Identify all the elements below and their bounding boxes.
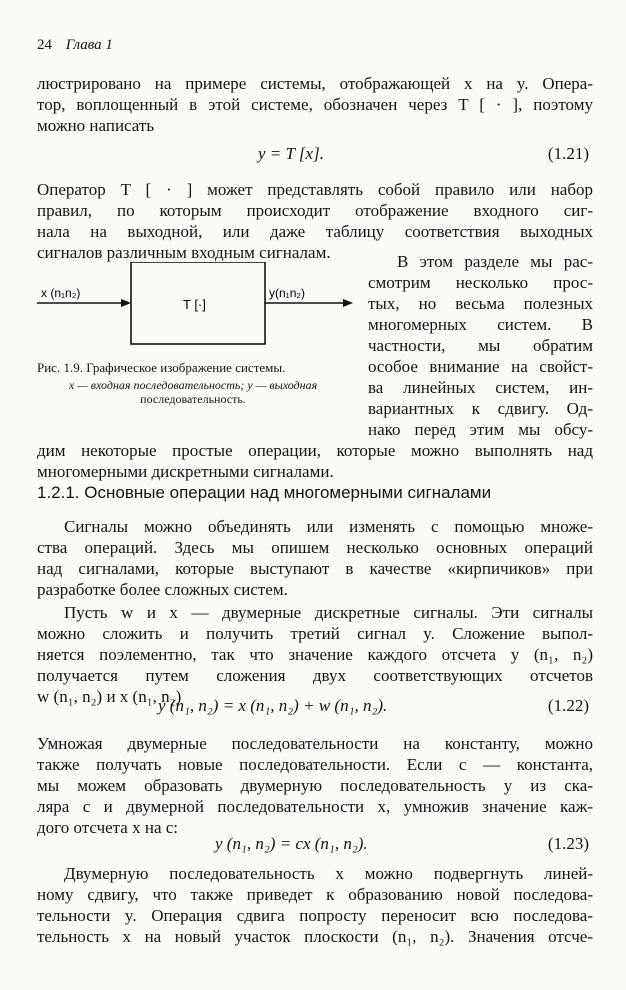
text-line: Сигналы можно объединять или изменять с помощью множе- <box>64 517 593 536</box>
text-line: Умножая двумерные последовательности на константу, можно <box>37 734 593 753</box>
equation-1-23: y (n₁, n₂) = cx (n₁, n₂). <box>215 834 368 853</box>
text-line: тельность x на новый участок плоскости (n₁, n₂). Значения отсче- <box>37 927 593 946</box>
side-text-line: нако перед этим мы обсу- <box>368 420 593 439</box>
box-label: T [·] <box>183 297 206 312</box>
side-text-line: смотрим несколько прос- <box>368 273 593 292</box>
text-line: сигналов различным входным сигналам. <box>37 243 331 262</box>
figure-caption-line: x — входная последовательность; y — выходная <box>68 378 318 392</box>
section-heading: 1.2.1. Основные операции над многомерными сигналами <box>37 483 492 502</box>
text-line: можно сложить и получить третий сигнал y. Сложение выпол- <box>37 624 593 643</box>
input-label: x (n₁n₂) <box>41 286 81 300</box>
text-line: тор, воплощенный в этой системе, обозначен через T [ · ], поэтому <box>37 95 593 114</box>
side-text-line: ва линейных систем, ин- <box>368 378 593 397</box>
page-number: 24 <box>37 37 52 53</box>
equation-1-22: y (n₁, n₂) = x (n₁, n₂) + w (n₁, n₂). <box>158 696 388 715</box>
text-line: получается путем сложения двух соответствующих отсчетов <box>37 666 593 685</box>
side-text-line: тых, но весьма полезных <box>368 294 593 313</box>
chapter-title: Глава 1 <box>65 37 113 53</box>
text-line: мы можем образовать двумерную последовательность y из ска- <box>37 776 593 795</box>
figure-caption-line: последовательность. <box>140 392 246 406</box>
side-text-line: особое внимание на свойст- <box>368 357 593 376</box>
side-text-line: В этом разделе мы рас- <box>397 252 593 271</box>
text-line: w (n₁, n₂) и x (n₁, n₂) <box>37 687 182 706</box>
page-header <box>37 37 113 54</box>
input-arrow-head <box>121 299 131 307</box>
output-label: y(n₁n₂) <box>269 286 306 300</box>
text-line: дим некоторые простые операции, которые можно выполнять над <box>37 441 593 460</box>
equation-number: (1.22) <box>547 696 589 715</box>
text-line: нала на выходной, или даже таблицу соответствия выходных <box>37 222 593 241</box>
side-text-line: многомерных систем. В <box>368 315 593 334</box>
text-line: ляра c и двумерной последовательности x, умножив значение каж- <box>37 797 593 816</box>
text-line: над сигналами, которые выступают в качестве «кирпичиков» при <box>37 559 593 578</box>
side-text-line: частности, мы обратим <box>368 336 593 355</box>
equation-number: (1.23) <box>547 834 589 853</box>
text-line: Оператор T [ · ] может представлять собой правило или набор <box>37 180 593 199</box>
text-line: няется поэлементно, так что значение каждого отсчета y (n₁, n₂) <box>37 645 593 664</box>
text-line: разработке более сложных систем. <box>37 580 288 599</box>
text-line: люстрировано на примере системы, отображающей x на y. Опера- <box>37 74 593 93</box>
text-line: ному сдвигу, что также приведет к образованию новой последова- <box>37 885 593 904</box>
text-line: ства операций. Здесь мы опишем несколько основных операций <box>37 538 593 557</box>
text-line: тельности y. Операция сдвига попросту переносит всю последова- <box>37 906 593 925</box>
equation-1-21: y = T [x]. <box>258 144 324 163</box>
text-line: дого отсчета x на c: <box>37 818 179 837</box>
output-arrow-head <box>343 299 353 307</box>
text-line: также получать новые последовательности. Если c — константа, <box>37 755 593 774</box>
figure-caption-title: Рис. 1.9. Графическое изображение системы. <box>37 360 286 375</box>
text-line: правил, по которым происходит отображение входного сиг- <box>37 201 593 220</box>
side-text-line: вариантных к сдвигу. Од- <box>368 399 593 418</box>
equation-number: (1.21) <box>547 144 589 163</box>
text-line: можно написать <box>37 116 155 135</box>
text-line: многомерными дискретными сигналами. <box>37 462 334 481</box>
text-line: Пусть w и x — двумерные дискретные сигналы. Эти сигналы <box>64 603 593 622</box>
text-line: Двумерную последовательность x можно подвергнуть линей- <box>64 864 593 883</box>
